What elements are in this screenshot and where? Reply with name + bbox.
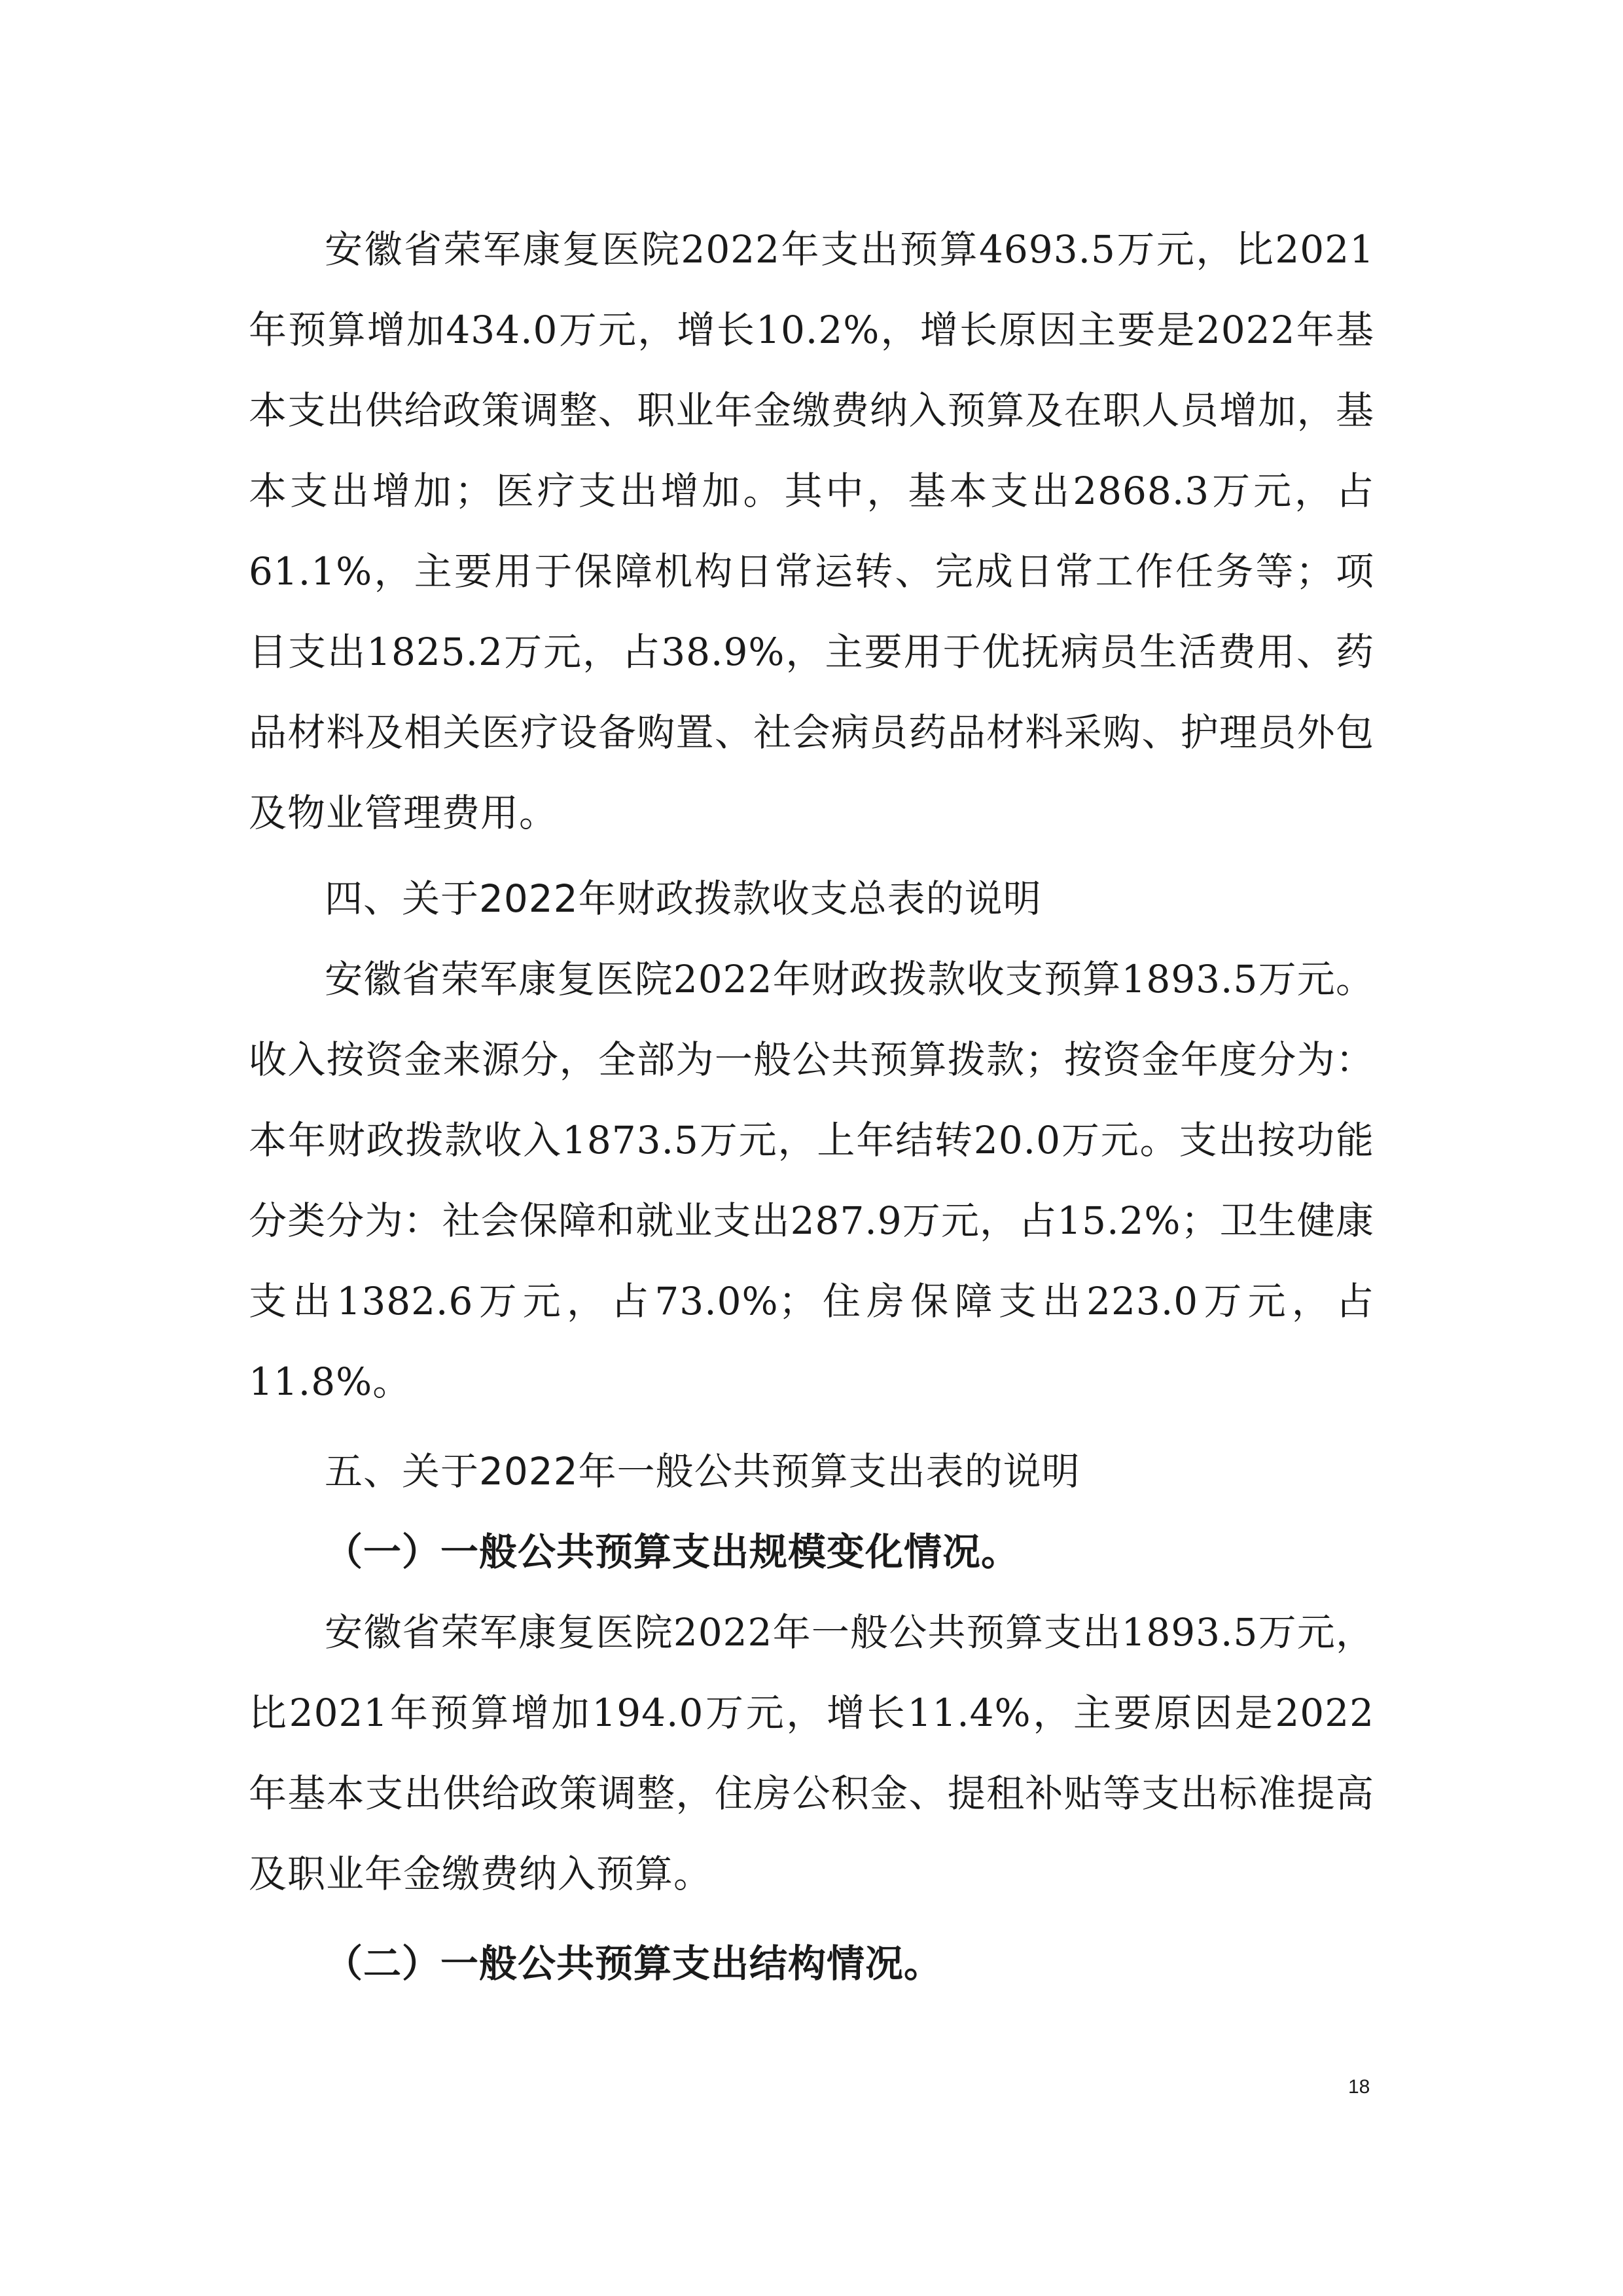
paragraph-fiscal-appropriation: 安徽省荣军康复医院2022年财政拨款收支预算1893.5万元。收入按资金来源分，全部为一般公共预算拨款；按资金年度分为：本年财政拨款收入1873.5万元，上年结转20.0万元。支出按功能分类分为：社会保障和就业支出287.9万元，占15.2%；卫生健康支出1382.6万元，占73.0%；住房保障支出223.0万元，占11.8%。	[249, 957, 1374, 1404]
document-body	[249, 209, 1374, 2004]
section-heading-4: 四、关于2022年财政拨款收支总表的说明	[325, 876, 1042, 921]
subsection-heading-1: （一）一般公共预算支出规模变化情况。	[325, 1530, 1020, 1574]
paragraph-expenditure-budget: 安徽省荣军康复医院2022年支出预算4693.5万元，比2021年预算增加434.0万元，增长10.2%，增长原因主要是2022年基本支出供给政策调整、职业年金缴费纳入预算及在职人员增加，基本支出增加；医疗支出增加。其中，基本支出2868.3万元，占61.1%，主要用于保障机构日常运转、完成日常工作任务等；项目支出1825.2万元，占38.9%，主要用于优抚病员生活费用、药品材料及相关医疗设备购置、社会病员药品材料采购、护理员外包及物业管理费用。	[249, 227, 1374, 835]
page-number: 18	[1348, 2076, 1370, 2098]
paragraph-general-public-budget: 安徽省荣军康复医院2022年一般公共预算支出1893.5万元，比2021年预算增加194.0万元，增长11.4%，主要原因是2022年基本支出供给政策调整，住房公积金、提租补贴等支出标准提高及职业年金缴费纳入预算。	[249, 1610, 1374, 1896]
section-heading-5: 五、关于2022年一般公共预算支出表的说明	[325, 1449, 1080, 1494]
subsection-heading-2: （二）一般公共预算支出结构情况。	[325, 1941, 943, 1986]
